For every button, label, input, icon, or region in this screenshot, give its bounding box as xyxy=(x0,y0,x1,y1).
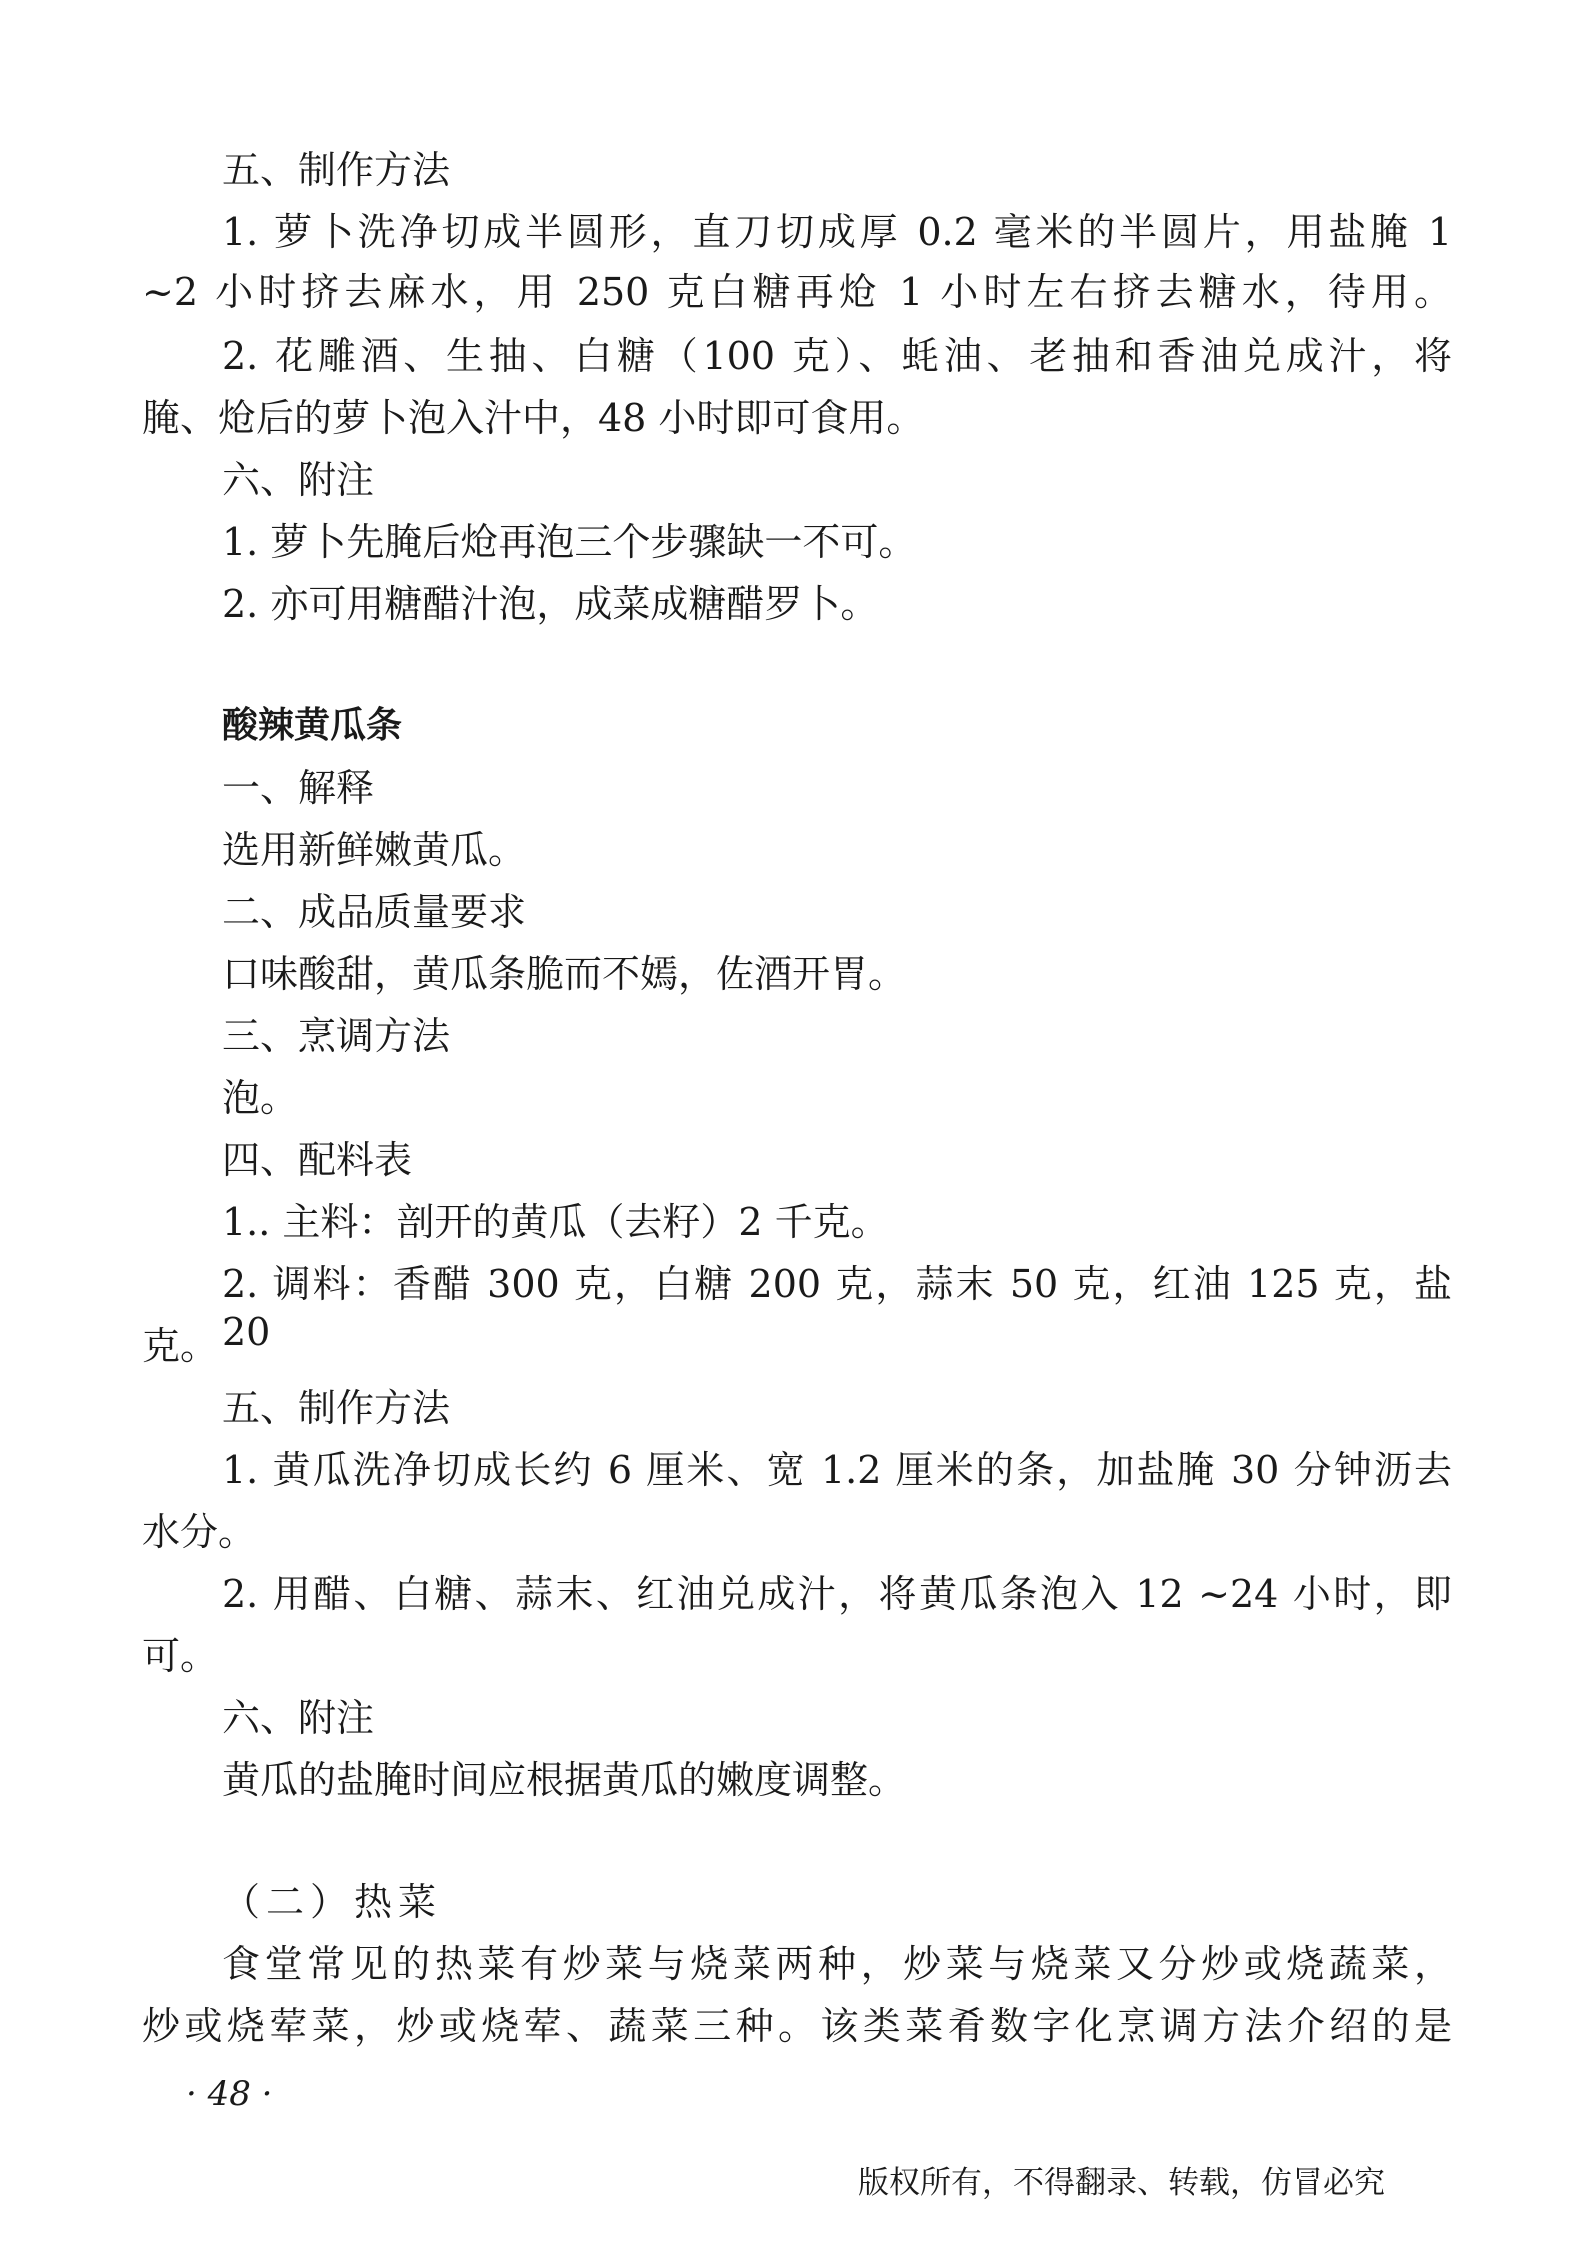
paragraph-line: 2. 亦可用糖醋汁泡，成菜成糖醋罗卜。 xyxy=(222,582,879,626)
page-number: · 48 · xyxy=(186,2074,273,2114)
section-heading-method: 五、制作方法 xyxy=(222,148,451,192)
section-heading-method: 五、制作方法 xyxy=(222,1386,451,1430)
paragraph-line: 2. 调料：香醋 300 克，白糖 200 克，蒜末 50 克，红油 125 克，盐 20 xyxy=(222,1262,1452,1354)
recipe-title: 酸辣黄瓜条 xyxy=(222,705,403,746)
paragraph-line: 2. 用醋、白糖、蒜末、红油兑成汁，将黄瓜条泡入 12 ~24 小时，即 xyxy=(222,1572,1452,1616)
section-heading-notes: 六、附注 xyxy=(222,1696,375,1740)
paragraph-line: 水分。 xyxy=(142,1510,257,1554)
paragraph-line: 1. 黄瓜洗净切成长约 6 厘米、宽 1.2 厘米的条，加盐腌 30 分钟沥去 xyxy=(222,1448,1452,1492)
paragraph-line: ~2 小时挤去麻水，用 250 克白糖再炝 1 小时左右挤去糖水，待用。 xyxy=(142,270,1452,314)
paragraph-line: 黄瓜的盐腌时间应根据黄瓜的嫩度调整。 xyxy=(222,1758,907,1802)
section-heading-notes: 六、附注 xyxy=(222,458,375,502)
paragraph-line: 食堂常见的热菜有炒菜与烧菜两种，炒菜与烧菜又分炒或烧蔬菜， xyxy=(222,1942,1452,1986)
paragraph-line: 克。 xyxy=(142,1324,219,1368)
paragraph-line: 泡。 xyxy=(222,1076,299,1120)
paragraph-line: 可。 xyxy=(142,1634,219,1678)
paragraph-line: 1. 萝卜先腌后炝再泡三个步骤缺一不可。 xyxy=(222,520,917,564)
paragraph-line: 腌、炝后的萝卜泡入汁中，48 小时即可食用。 xyxy=(142,396,925,440)
subsection-heading-hot-dishes: （二）热菜 xyxy=(222,1880,443,1924)
copyright-notice: 版权所有，不得翻录、转载，仿冒必究 xyxy=(858,2165,1385,2201)
paragraph-line: 2. 花雕酒、生抽、白糖（100 克）、蚝油、老抽和香油兑成汁，将 xyxy=(222,334,1452,378)
section-heading-ingredients: 四、配料表 xyxy=(222,1138,413,1182)
section-heading-quality: 二、成品质量要求 xyxy=(222,890,527,934)
paragraph-line: 1.. 主料：剖开的黄瓜（去籽）2 千克。 xyxy=(222,1200,889,1244)
paragraph-line: 选用新鲜嫩黄瓜。 xyxy=(222,828,527,872)
section-heading-cooking-method: 三、烹调方法 xyxy=(222,1014,451,1058)
paragraph-line: 1. 萝卜洗净切成半圆形，直刀切成厚 0.2 毫米的半圆片，用盐腌 1 xyxy=(222,210,1452,254)
section-heading-explanation: 一、解释 xyxy=(222,766,375,810)
paragraph-line: 炒或烧荤菜，炒或烧荤、蔬菜三种。该类菜肴数字化烹调方法介绍的是 xyxy=(142,2004,1452,2048)
paragraph-line: 口味酸甜，黄瓜条脆而不嫣，佐酒开胃。 xyxy=(222,952,907,996)
